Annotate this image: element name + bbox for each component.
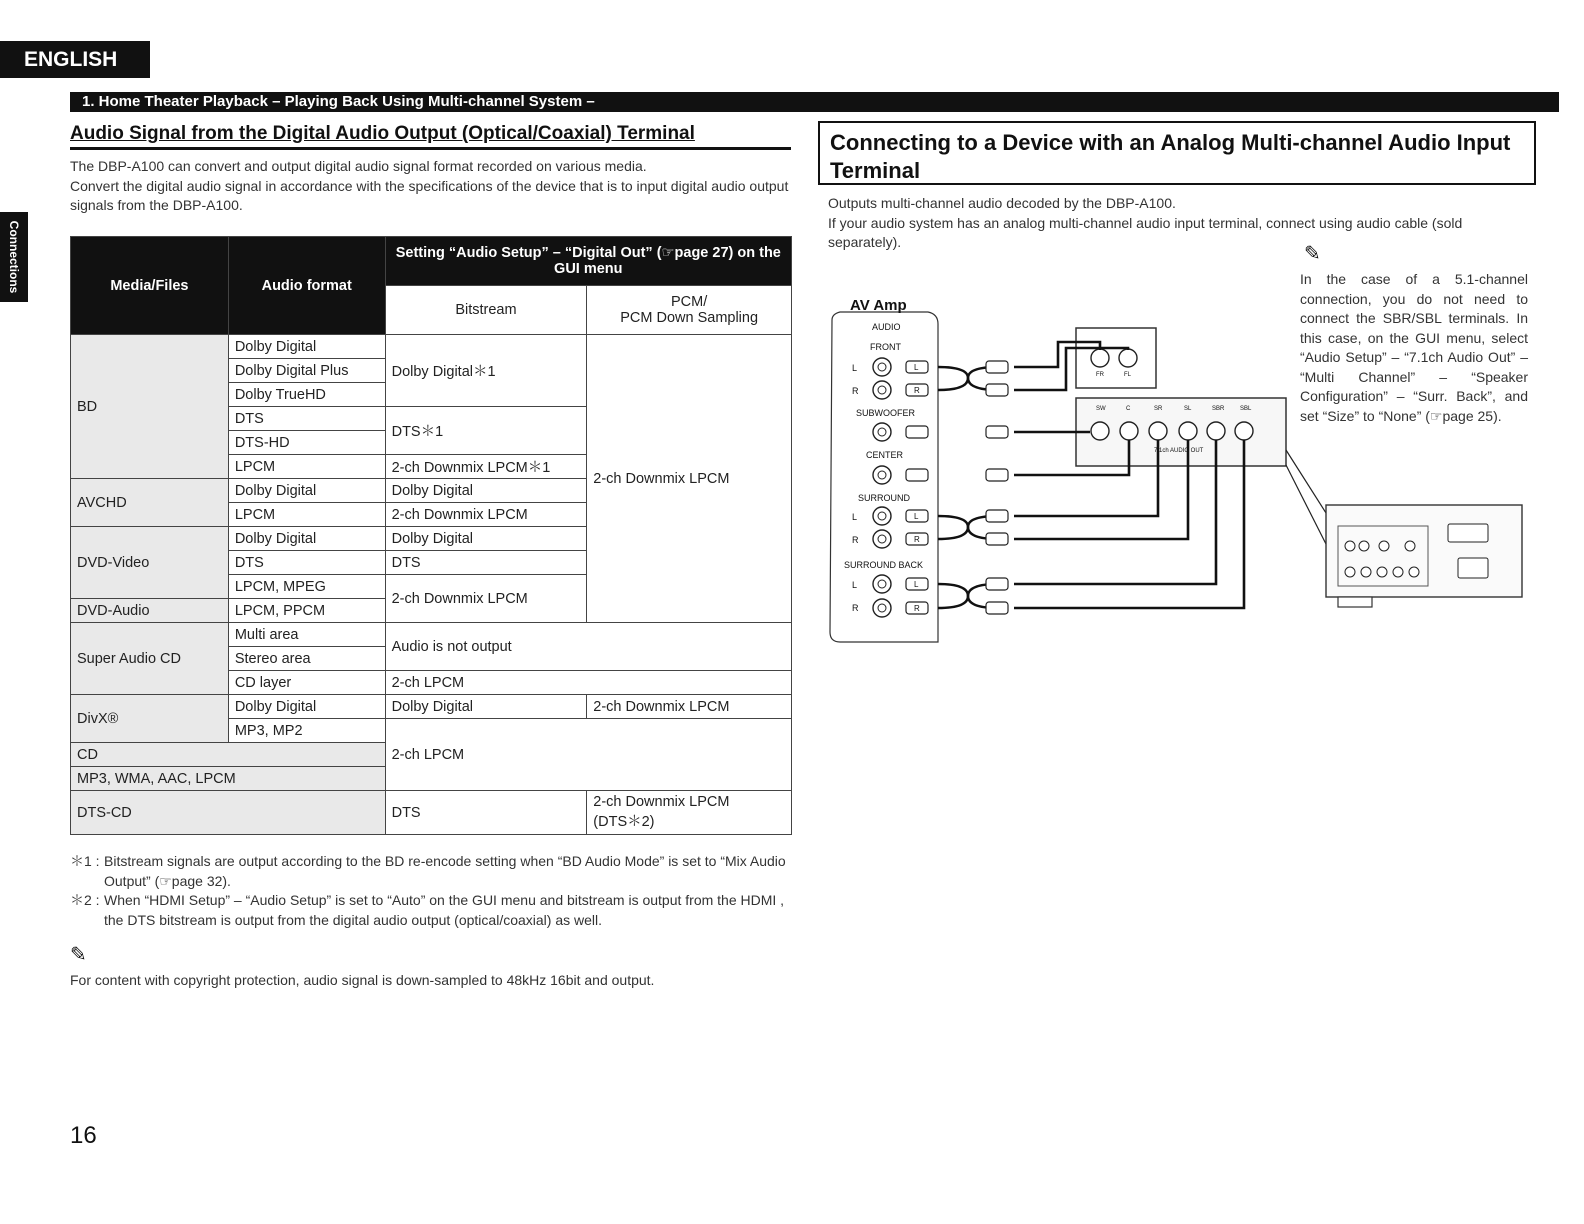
panel-label: FL <box>1124 372 1132 378</box>
right-intro-line: Outputs multi-channel audio decoded by the DBP-A100. <box>828 195 1176 211</box>
panel-label: FR <box>1096 372 1104 378</box>
format-cell: DTS-HD <box>228 431 385 455</box>
panel-caption: 7.1ch AUDIO OUT <box>1154 448 1204 454</box>
page-number: 16 <box>70 1122 97 1149</box>
jack-surround-l <box>873 507 891 525</box>
plug-letter: R <box>914 386 920 395</box>
left-section-title <box>70 123 791 150</box>
jack-front-l <box>873 358 891 376</box>
left-intro <box>70 157 792 216</box>
out-jack-sw <box>1091 422 1109 440</box>
out-jack-sbr <box>1207 422 1225 440</box>
out-jack-sbl <box>1235 422 1253 440</box>
plug-letter: R <box>914 535 920 544</box>
bitstream-cell: DTS <box>385 551 587 575</box>
right-channel-label: R <box>852 603 859 613</box>
cable-run-fr <box>1014 348 1128 390</box>
left-intro-line: Convert the digital audio signal in accordance with the specifications of the device that is to input digital audio output signals from the DBP-A100. <box>70 177 789 213</box>
right-section-title: Connecting to a Device with an Analog Multi-channel Audio Input Terminal <box>818 121 1536 185</box>
jack-surround-back-l <box>873 575 891 593</box>
format-cell: Dolby Digital <box>228 527 385 551</box>
format-cell: Dolby Digital <box>228 335 385 359</box>
format-cell: Dolby Digital <box>228 695 385 719</box>
center-label: CENTER <box>866 450 904 460</box>
plug-center <box>906 469 928 481</box>
plug-letter: L <box>914 580 919 589</box>
format-cell: DTS <box>228 407 385 431</box>
plug-letter: L <box>914 512 919 521</box>
out-jack-c <box>1120 422 1138 440</box>
media-dvd-audio: DVD-Audio <box>71 599 229 623</box>
out-jack-fl <box>1119 349 1137 367</box>
out-jack-fr <box>1091 349 1109 367</box>
audio-label: AUDIO <box>872 322 901 332</box>
format-cell: LPCM, PPCM <box>228 599 385 623</box>
player-unit <box>1326 505 1522 597</box>
format-cell: LPCM <box>228 455 385 479</box>
copyright-note: For content with copyright protection, audio signal is down-sampled to 48kHz 16bit and output. <box>70 972 655 988</box>
left-channel-label: L <box>852 363 858 373</box>
bitstream-cell: 2-ch LPCM <box>385 671 791 695</box>
surround-label: SURROUND <box>858 493 911 503</box>
note-pencil-icon: ✎ <box>70 944 87 966</box>
language-tab: ENGLISH <box>0 41 150 78</box>
media-sacd: Super Audio CD <box>71 623 229 695</box>
left-title-text: Audio Signal from the Digital Audio Output (Optical/Coaxial) Terminal <box>70 123 695 144</box>
jack-center <box>873 466 891 484</box>
right-intro-line: If your audio system has an analog multi-channel audio input terminal, connect using audio cable (sold separately). <box>828 214 1463 250</box>
left-channel-label: L <box>852 512 858 522</box>
panel-label: SR <box>1154 406 1163 412</box>
section-bar: 1. Home Theater Playback – Playing Back Using Multi-channel System – <box>70 92 1559 112</box>
audio-compatibility-table <box>70 236 792 835</box>
player-foot <box>1338 597 1372 607</box>
right-channel-label: R <box>852 535 859 545</box>
header-pcm-line1: PCM/ <box>671 294 708 310</box>
bitstream-cell: 2-ch Downmix LPCM <box>385 575 587 623</box>
plug-letter: R <box>914 604 920 613</box>
pcm-dtscd-line2: (DTS＊2) <box>593 814 655 830</box>
front-label: FRONT <box>870 342 901 352</box>
bitstream-cell: 2-ch LPCM <box>385 719 791 791</box>
bitstream-cell: 2-ch Downmix LPCM＊1 <box>385 455 587 479</box>
panel-label: SW <box>1096 406 1106 412</box>
right-channel-label: R <box>852 386 859 396</box>
footnotes <box>70 852 792 930</box>
jack-surround-r <box>873 530 891 548</box>
bitstream-cell: Dolby Digital <box>385 695 587 719</box>
header-pcm <box>587 286 792 335</box>
footnote-mark: ＊2 : <box>70 892 100 908</box>
footnote-text: Bitstream signals are output according to the BD re-encode setting when “BD Audio Mode” is set to “Mix Audio Output” (☞page 32). <box>104 853 786 889</box>
jack-subwoofer <box>873 423 891 441</box>
footnote-text: When “HDMI Setup” – “Audio Setup” is set to “Auto” on the GUI menu and bitstream is output from the HDMI , the DTS bitstream is output from the digital audio output (optical/coaxial) as well. <box>104 892 785 928</box>
zoom-bracket <box>1076 328 1156 388</box>
bitstream-cell: Dolby Digital＊1 <box>385 335 587 407</box>
bitstream-cell: DTS <box>385 791 587 835</box>
format-cell: DTS <box>228 551 385 575</box>
cable-front-bridge <box>938 367 968 390</box>
header-media: Media/Files <box>71 237 229 335</box>
media-avchd: AVCHD <box>71 479 229 527</box>
bitstream-cell: 2-ch Downmix LPCM <box>385 503 587 527</box>
footnote-mark: ＊1 : <box>70 853 100 869</box>
format-cell: Dolby Digital <box>228 479 385 503</box>
right-note: In the case of a 5.1-channel connection, you do not need to connect the SBR/SBL terminals. In this case, on the GUI menu, select “Audio Setup” – “7.1ch Audio Out” – “Multi Channel” – “Speaker Configuration” – “Surr. Back”, and set “Size” to “None” (☞page 25). <box>1300 271 1528 424</box>
plug-letter: L <box>914 363 919 372</box>
jack-front-r <box>873 381 891 399</box>
header-bitstream: Bitstream <box>385 286 587 335</box>
panel-label: SBL <box>1240 406 1252 412</box>
note-pencil-icon: ✎ <box>1304 243 1321 265</box>
format-cell: Dolby TrueHD <box>228 383 385 407</box>
pcm-dtscd-line1: 2-ch Downmix LPCM <box>593 794 730 810</box>
format-cell: Dolby Digital Plus <box>228 359 385 383</box>
media-dvd-video: DVD-Video <box>71 527 229 599</box>
format-cell: LPCM, MPEG <box>228 575 385 599</box>
panel-label: C <box>1126 406 1131 412</box>
av-amp-label: AV Amp <box>850 297 907 314</box>
left-channel-label: L <box>852 580 858 590</box>
media-cd: CD <box>71 743 386 767</box>
pcm-cell: 2-ch Downmix LPCM <box>587 695 792 719</box>
format-cell: CD layer <box>228 671 385 695</box>
panel-label: SL <box>1184 406 1192 412</box>
cable-surround-bridge <box>938 516 968 539</box>
panel-label: SBR <box>1212 406 1225 412</box>
cable-back-bridge <box>938 584 968 608</box>
right-intro <box>828 194 1528 253</box>
surround-back-label: SURROUND BACK <box>844 560 924 570</box>
plug-subwoofer <box>906 426 928 438</box>
connection-diagram <box>818 290 1528 650</box>
header-pcm-line2: PCM Down Sampling <box>620 310 759 326</box>
media-dts-cd: DTS-CD <box>71 791 386 835</box>
subwoofer-label: SUBWOOFER <box>856 408 916 418</box>
header-setting: Setting “Audio Setup” – “Digital Out” (☞page 27) on the GUI menu <box>385 237 791 286</box>
format-cell: MP3, MP2 <box>228 719 385 743</box>
bitstream-cell: DTS＊1 <box>385 407 587 455</box>
bitstream-cell: Dolby Digital <box>385 527 587 551</box>
cable-run-fl <box>1014 342 1100 367</box>
media-mp3: MP3, WMA, AAC, LPCM <box>71 767 386 791</box>
footnote-2 <box>70 891 792 930</box>
pcm-cell: 2-ch Downmix LPCM <box>587 335 792 623</box>
header-audio-format: Audio format <box>228 237 385 335</box>
format-cell: Stereo area <box>228 647 385 671</box>
format-cell: LPCM <box>228 503 385 527</box>
media-bd: BD <box>71 335 229 479</box>
footnote-1 <box>70 852 792 891</box>
out-jack-sl <box>1179 422 1197 440</box>
media-divx: DivX® <box>71 695 229 743</box>
side-section-tab <box>0 212 28 302</box>
format-cell: Multi area <box>228 623 385 647</box>
side-tab-label: Connections <box>7 220 21 294</box>
left-intro-line: The DBP-A100 can convert and output digital audio signal format recorded on various media. <box>70 158 647 174</box>
out-jack-sr <box>1149 422 1167 440</box>
bitstream-cell: Dolby Digital <box>385 479 587 503</box>
pcm-cell <box>587 791 792 835</box>
bitstream-cell: Audio is not output <box>385 623 791 671</box>
jack-surround-back-r <box>873 599 891 617</box>
